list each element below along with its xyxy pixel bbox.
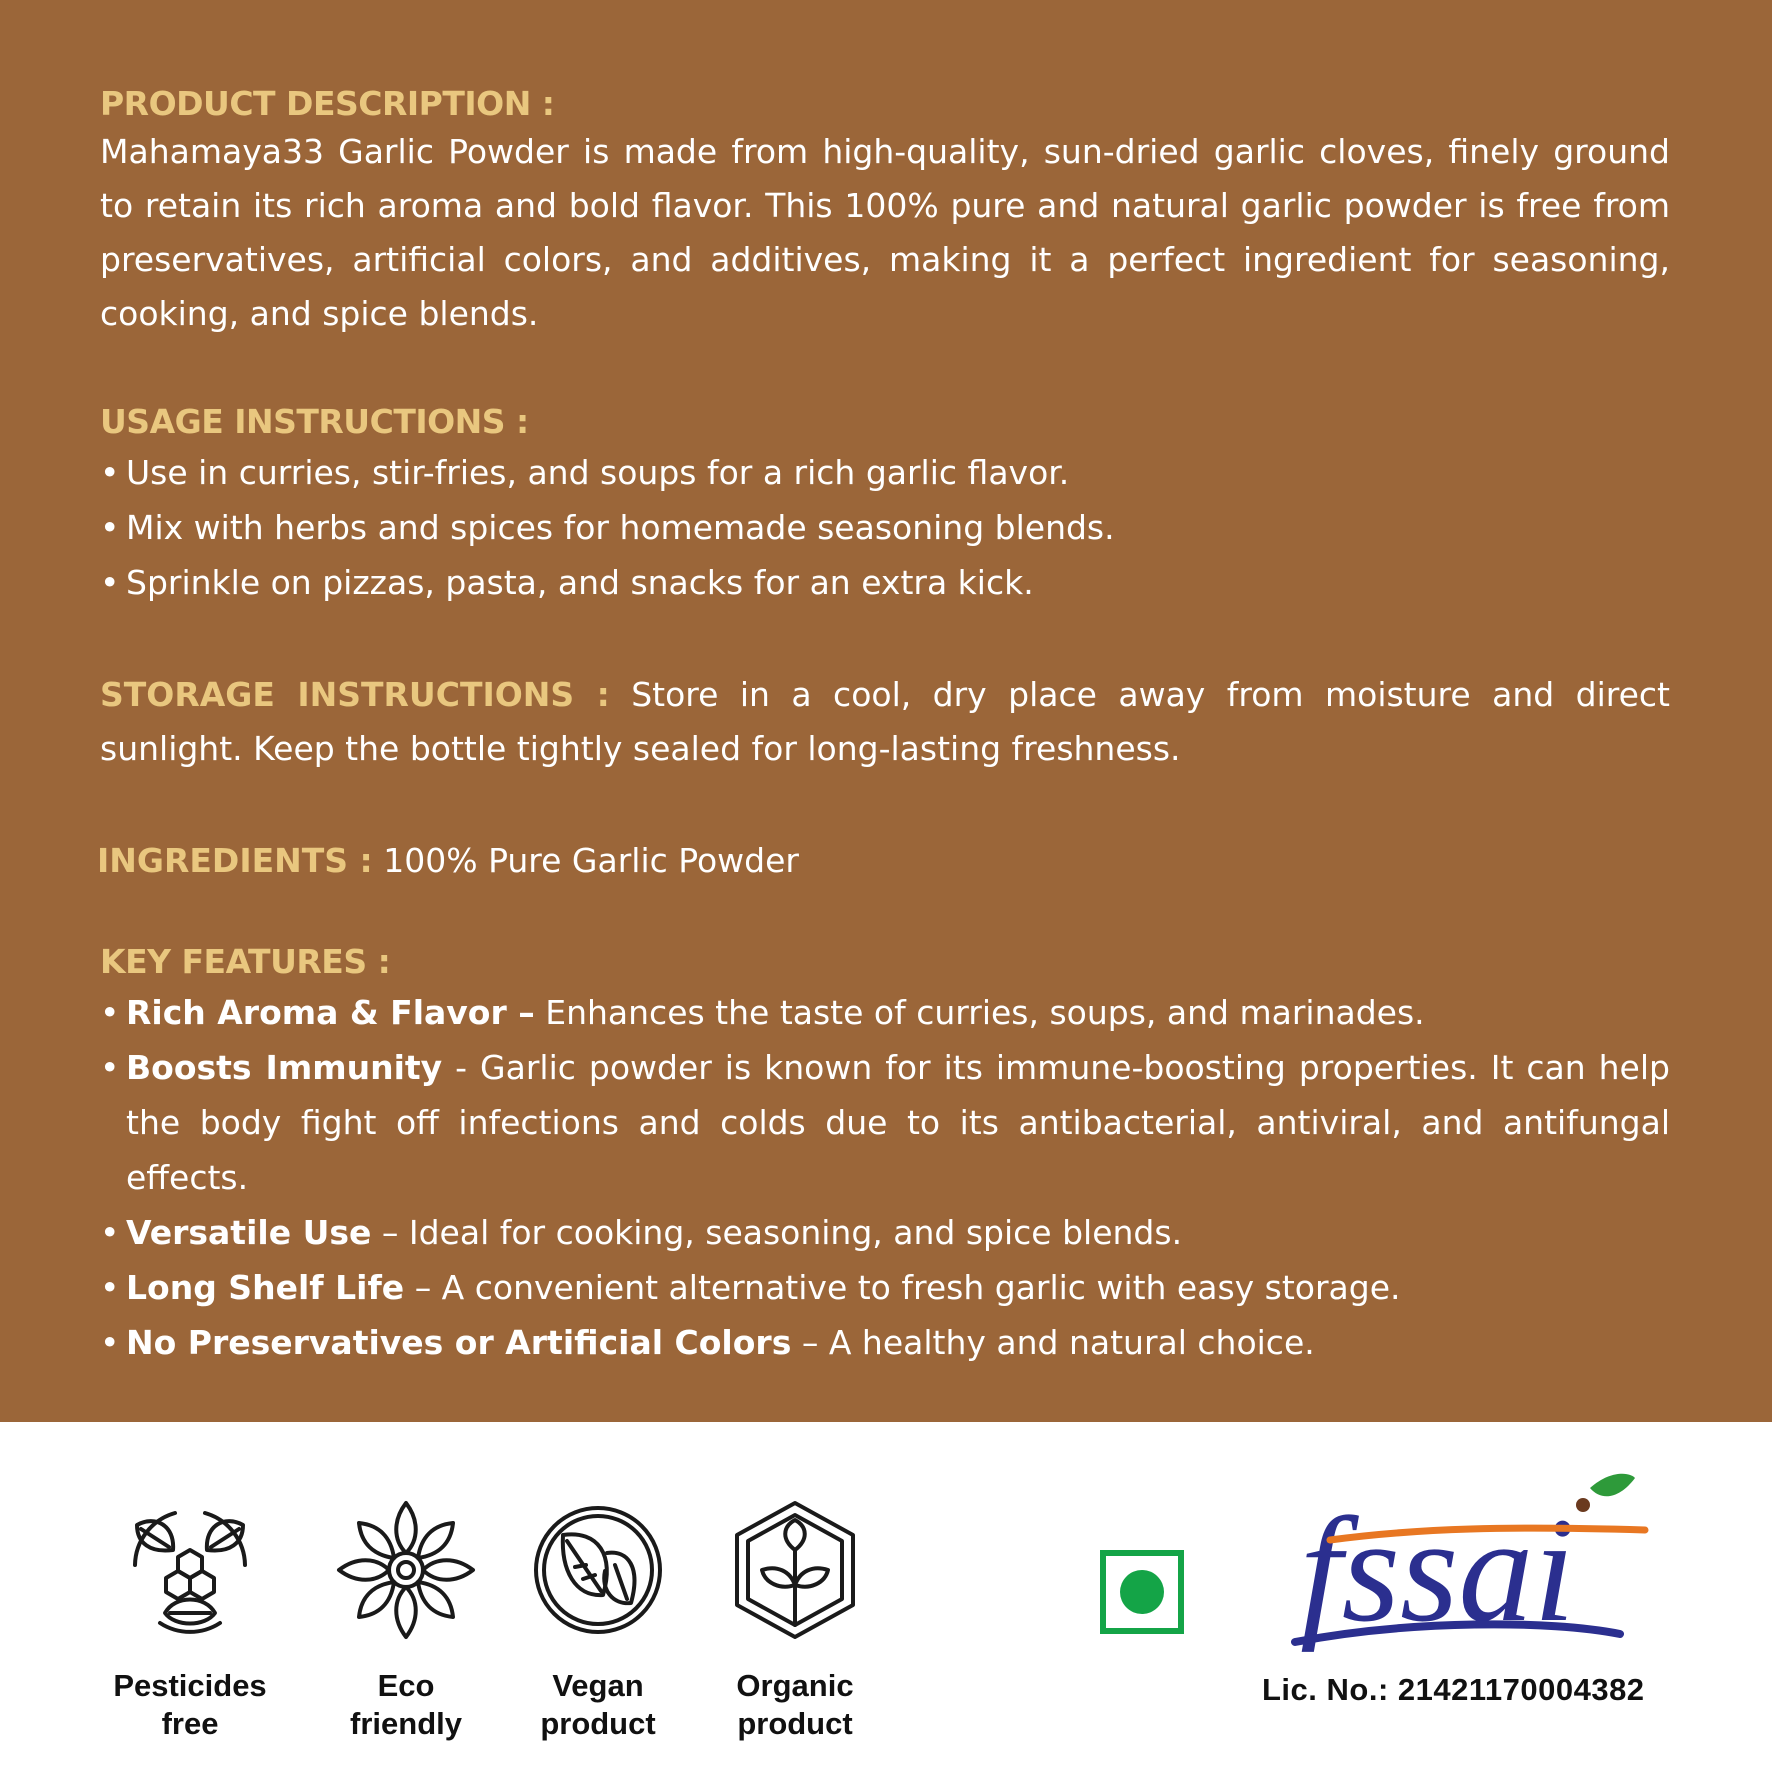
feature-text: – A convenient alternative to fresh garlic with easy storage. <box>414 1268 1401 1307</box>
feature-item <box>100 1040 1670 1205</box>
ingredients-heading: INGREDIENTS : <box>97 841 373 880</box>
fssai-logo-text: fssai <box>1300 1487 1576 1653</box>
feature-title: No Preservatives or Artificial Colors <box>126 1323 792 1362</box>
feature-item <box>100 1205 1670 1260</box>
feature-item <box>100 985 1670 1040</box>
feature-title: Versatile Use <box>126 1213 372 1252</box>
feature-text: – A healthy and natural choice. <box>801 1323 1315 1362</box>
ingredients-text: 100% Pure Garlic Powder <box>383 841 799 880</box>
usage-list <box>100 445 1670 610</box>
feature-item <box>100 1260 1670 1315</box>
badge-vegan-product <box>508 1495 688 1743</box>
eco-friendly-icon <box>331 1495 481 1645</box>
usage-item: • Mix with herbs and spices for homemade seasoning blends. <box>100 500 1670 555</box>
badge-pesticides-free <box>100 1495 280 1743</box>
usage-item: • Sprinkle on pizzas, pasta, and snacks for an extra kick. <box>100 555 1670 610</box>
features-list <box>100 985 1670 1370</box>
description-text: Mahamaya33 Garlic Powder is made from high-quality, sun-dried garlic cloves, finely ground to retain its rich aroma and bold flavor. This 100% pure and natural garlic powder is free from preservatives, artificial colors, and additives, making it a perfect ingredient for seasoning, cooking, and spice blends. <box>100 132 1670 333</box>
badge-eco-friendly <box>316 1495 496 1743</box>
feature-text: – Ideal for cooking, seasoning, and spice blends. <box>381 1213 1183 1252</box>
badge-label: Vegan product <box>540 1668 656 1741</box>
organic-product-icon <box>720 1495 870 1645</box>
veg-mark-icon <box>1100 1550 1184 1634</box>
pesticides-free-icon <box>115 1495 265 1645</box>
usage-item: • Use in curries, stir-fries, and soups for a rich garlic flavor. <box>100 445 1670 500</box>
usage-section <box>100 402 1670 610</box>
storage-heading: STORAGE INSTRUCTIONS : <box>100 675 610 714</box>
badge-organic-product <box>705 1495 885 1743</box>
description-heading: PRODUCT DESCRIPTION : <box>100 84 555 123</box>
feature-title: Rich Aroma & Flavor – <box>126 993 535 1032</box>
features-section <box>100 942 1670 1370</box>
feature-text: Enhances the taste of curries, soups, and marinades. <box>545 993 1425 1032</box>
badge-label: Organic product <box>736 1668 854 1741</box>
fssai-leaf-icon <box>1590 1474 1635 1497</box>
features-heading: KEY FEATURES : <box>100 942 391 981</box>
fssai-seed-icon <box>1576 1498 1590 1512</box>
feature-item <box>100 1315 1670 1370</box>
fssai-logo <box>1290 1470 1680 1670</box>
license-number: Lic. No.: 21421170004382 <box>1262 1672 1645 1707</box>
description-section <box>100 84 1670 341</box>
ingredients-section <box>97 834 1667 888</box>
usage-heading: USAGE INSTRUCTIONS : <box>100 402 529 441</box>
badge-label: Pesticides free <box>113 1668 267 1741</box>
feature-title: Boosts Immunity <box>126 1048 443 1087</box>
badge-label: Eco friendly <box>350 1668 462 1741</box>
feature-title: Long Shelf Life <box>126 1268 405 1307</box>
feature-text: - Garlic powder is known for its immune-boosting properties. It can help the body fight off infections and colds due to its antibacterial, antiviral, and antifungal effects. <box>126 1048 1670 1197</box>
vegan-product-icon <box>523 1495 673 1645</box>
storage-text: Store in a cool, dry place away from moisture and direct sunlight. Keep the bottle tightly sealed for long-lasting freshness. <box>100 675 1670 768</box>
storage-section <box>100 668 1670 776</box>
